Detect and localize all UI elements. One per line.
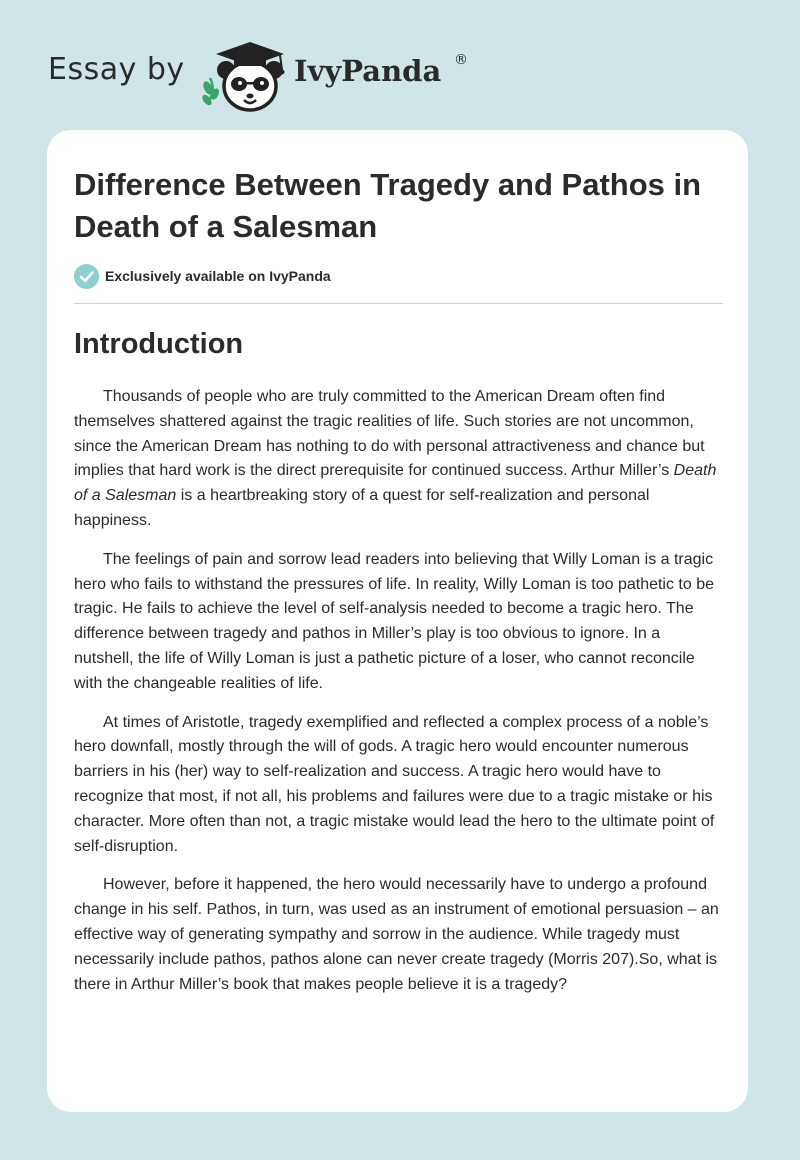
exclusive-badge-label: Exclusively available on IvyPanda xyxy=(105,268,331,284)
section-heading-introduction: Introduction xyxy=(74,328,244,360)
divider xyxy=(74,303,723,304)
essay-title: Difference Between Tragedy and Pathos in Death of a Salesman xyxy=(74,167,702,244)
site-header xyxy=(48,30,548,110)
paragraph-1 xyxy=(74,385,724,534)
essay-body xyxy=(74,385,724,1011)
paragraph-1-text-end: is a heartbreaking story of a quest for self-realization and personal happiness. xyxy=(74,487,650,529)
brand-name[interactable]: IvyPanda xyxy=(294,54,442,88)
essay-card xyxy=(47,130,748,1112)
essay-by-label: Essay by xyxy=(48,52,185,87)
book-title-italic: Death of a Salesman xyxy=(74,462,717,505)
registered-mark: ® xyxy=(454,52,468,68)
check-circle-icon xyxy=(74,264,99,289)
paragraph-3: At times of Aristotle, tragedy exemplified and reflected a complex process of a noble’s hero downfall, mostly through the will of gods. A tragic hero would encounter numerous barriers in his (her) way to self-realization and success. A tragic hero would have to recognize that most, if not all, his problems and failures were due to a tragic mistake or his character. More often than not, a tragic mistake would lead the hero to the ultimate point of self-disruption. xyxy=(74,713,715,855)
exclusive-badge xyxy=(74,263,331,289)
paragraph-1-text-start: Thousands of people who are truly committed to the American Dream often find themselves shattered against the tragic realities of life. Such stories are not uncommon, since the American Dream has nothing to do with personal attractiveness and chance but implies that hard work is the direct prerequisite for continued success. Arthur Miller’s xyxy=(74,388,705,480)
paragraph-2: The feelings of pain and sorrow lead readers into believing that Willy Loman is a tragic hero who fails to withstand the pressures of life. In reality, Willy Loman is too pathetic to be tragic. He fails to achieve the level of self-analysis needed to become a tragic hero. The difference between tragedy and pathos in Miller’s play is too obvious to ignore. In a nutshell, the life of Willy Loman is just a pathetic picture of a loser, who cannot reconcile with the changeable realities of life. xyxy=(74,550,715,692)
panda-graduate-logo-icon[interactable] xyxy=(200,36,296,114)
paragraph-4: However, before it happened, the hero would necessarily have to undergo a profound change in his self. Pathos, in turn, was used as an instrument of emotional persuasion – an effective way of generating sympathy and sorrow in the audience. While tragedy must necessarily include pathos, pathos alone can never create tragedy (Morris 207).So, what is there in Arthur Miller’s book that makes people believe it is a tragedy? xyxy=(74,876,719,993)
